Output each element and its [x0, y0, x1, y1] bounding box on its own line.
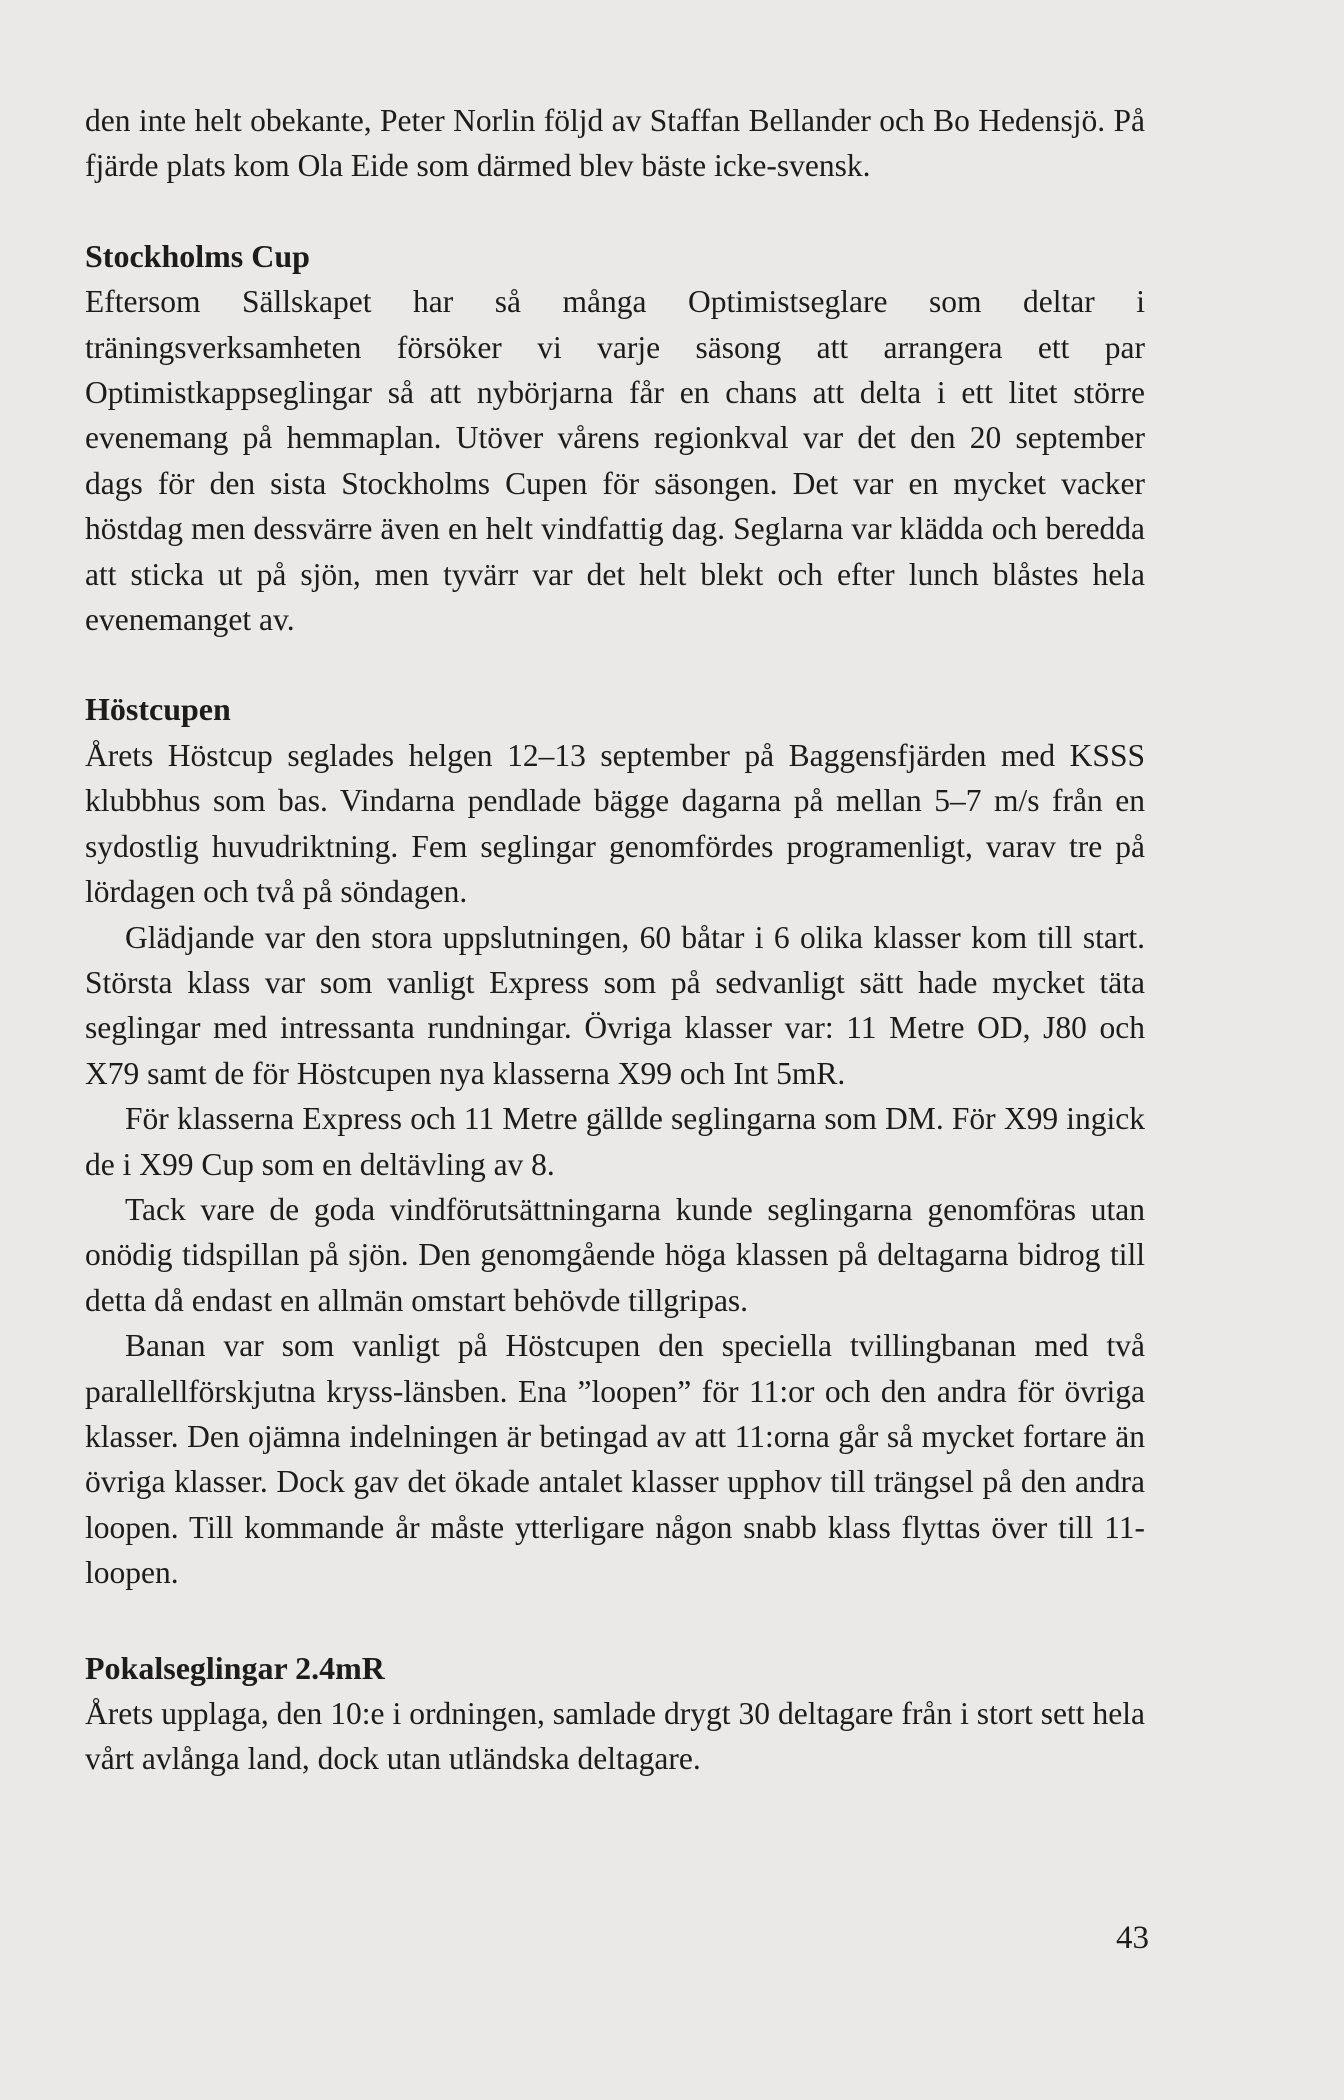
body-paragraph: Eftersom Sällskapet har så många Optimistseglare som deltar i träningsverksamheten försöker vi varje säsong att arrangera ett par Optimistkappseglingar så att nybörjarna får en chans att delta i ett litet större evenemang på hemmaplan. Utöver vårens regionkval var det den 20 september dags för den sista Stockholms Cupen för säsongen. Det var en mycket vacker höstdag men dessvärre även en helt vindfattig dag. Seglarna var klädda och beredda att sticka ut på sjön, men tyvärr var det helt blekt och efter lunch blåstes hela evenemanget av.	[85, 284, 1145, 638]
section-spacer	[85, 642, 1145, 687]
section-heading-pokalseglingar: Pokalseglingar 2.4mR	[85, 1649, 385, 1686]
body-paragraph: Banan var som vanligt på Höstcupen den speciella tvillingbanan med två parallellförskjutna kryss-länsben. Ena ”loopen” för 11:or och den andra för övriga klasser. Den ojämna indelningen är betingad av att 11:orna går så mycket fortare än övriga klasser. Dock gav det ökade antalet klasser upphov till trängsel på den andra loopen. Till kommande år måste ytterligare någon snabb klass flyttas över till 11-loopen.	[85, 1328, 1145, 1591]
body-paragraph: Årets upplaga, den 10:e i ordningen, samlade drygt 30 deltagare från i stort sett hela vårt avlånga land, dock utan utländska deltagare.	[85, 1696, 1145, 1777]
body-paragraph: För klasserna Express och 11 Metre gällde seglingarna som DM. För X99 ingick de i X99 Cup som en deltävling av 8.	[85, 1101, 1145, 1182]
section-heading-hostcupen: Höstcupen	[85, 691, 231, 728]
page-number: 43	[1116, 1920, 1149, 1956]
page-content	[85, 98, 1145, 1782]
section-hostcupen	[85, 687, 1145, 1595]
section-heading-stockholms-cup: Stockholms Cup	[85, 237, 310, 274]
section-spacer	[85, 189, 1145, 234]
body-paragraph: Årets Höstcup seglades helgen 12–13 september på Baggensfjärden med KSSS klubbhus som bas. Vindarna pendlade bägge dagarna på mellan 5–7 m/s från en sydostlig huvudriktning. Fem seglingar genomfördes programenligt, varav tre på lördagen och två på söndagen.	[85, 737, 1145, 910]
section-pokalseglingar	[85, 1646, 1145, 1782]
body-paragraph: Glädjande var den stora uppslutningen, 60 båtar i 6 olika klasser kom till start. Största klass var som vanligt Express som på sedvanligt sätt hade mycket täta seglingar med intressanta rundningar. Övriga klasser var: 11 Metre OD, J80 och X79 samt de för Höstcupen nya klasserna X99 och Int 5mR.	[85, 919, 1145, 1091]
body-paragraph: Tack vare de goda vindförutsättningarna kunde seglingarna genomföras utan onödig tidspillan på sjön. Den genomgående höga klassen på deltagarna bidrog till detta då endast en allmän omstart behövde tillgripas.	[85, 1191, 1145, 1318]
section-spacer	[85, 1596, 1145, 1646]
section-stockholms-cup	[85, 234, 1145, 643]
intro-paragraph: den inte helt obekante, Peter Norlin följd av Staffan Bellander och Bo Hedensjö. På fjärde plats kom Ola Eide som därmed blev bäste icke-svensk.	[85, 103, 1145, 184]
